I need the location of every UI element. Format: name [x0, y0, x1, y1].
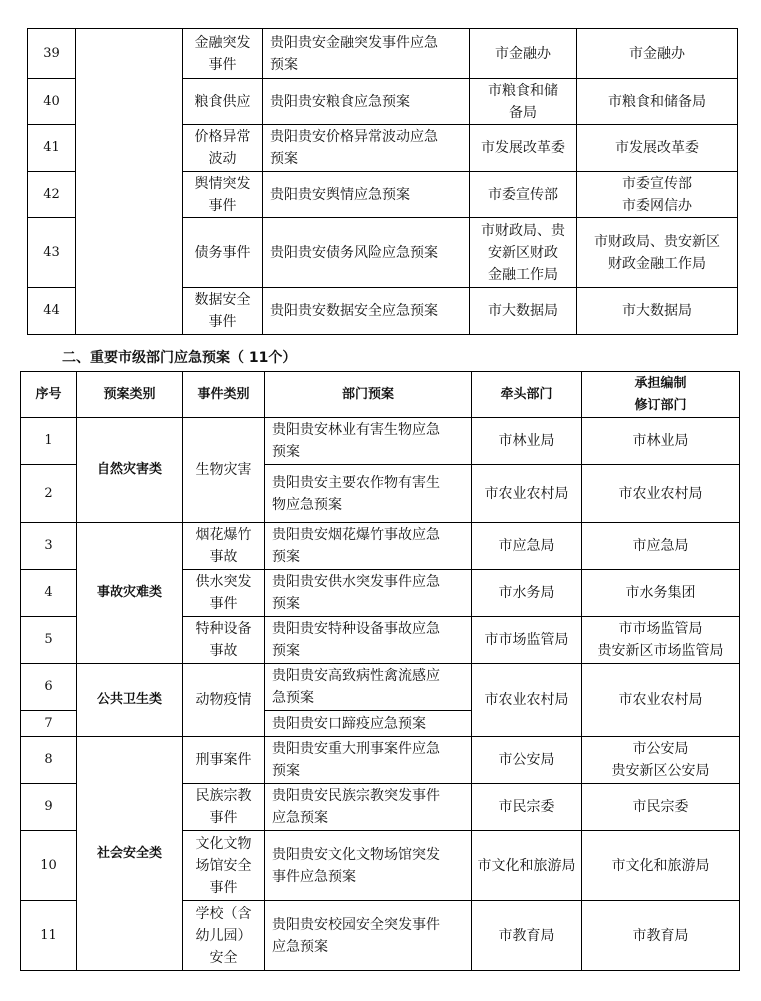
editor-department: 市林业局 — [582, 418, 740, 465]
plan-name: 贵阳贵安舆情应急预案 — [263, 172, 470, 218]
lead-department: 市农业农村局 — [472, 465, 582, 523]
event-type: 动物疫情 — [183, 664, 265, 737]
row-number: 41 — [28, 125, 76, 172]
row-number: 3 — [21, 523, 77, 570]
plan-name: 贵阳贵安数据安全应急预案 — [263, 288, 470, 335]
editor-department: 市委宣传部 市委网信办 — [577, 172, 738, 218]
plan-name: 贵阳贵安文化文物场馆突发 事件应急预案 — [265, 831, 472, 901]
lead-department: 市财政局、贵 安新区财政 金融工作局 — [470, 218, 577, 288]
plan-name: 贵阳贵安特种设备事故应急 预案 — [265, 617, 472, 664]
row-number: 9 — [21, 784, 77, 831]
lead-department: 市林业局 — [472, 418, 582, 465]
plan-name: 贵阳贵安金融突发事件应急 预案 — [263, 29, 470, 79]
row-number: 39 — [28, 29, 76, 79]
row-number: 1 — [21, 418, 77, 465]
plan-name: 贵阳贵安供水突发事件应急 预案 — [265, 570, 472, 617]
header-lead: 牵头部门 — [472, 372, 582, 418]
lead-department: 市水务局 — [472, 570, 582, 617]
table-header-row — [21, 372, 740, 418]
plan-name: 贵阳贵安价格异常波动应急 预案 — [263, 125, 470, 172]
table-row — [21, 418, 740, 465]
editor-department: 市大数据局 — [577, 288, 738, 335]
editor-department: 市民宗委 — [582, 784, 740, 831]
header-number: 序号 — [21, 372, 77, 418]
plan-name: 贵阳贵安校园安全突发事件 应急预案 — [265, 901, 472, 971]
lead-department: 市教育局 — [472, 901, 582, 971]
lead-department: 市应急局 — [472, 523, 582, 570]
event-type: 数据安全 事件 — [183, 288, 263, 335]
editor-department: 市水务集团 — [582, 570, 740, 617]
editor-department: 市文化和旅游局 — [582, 831, 740, 901]
event-type: 金融突发 事件 — [183, 29, 263, 79]
lead-department: 市发展改革委 — [470, 125, 577, 172]
plan-name: 贵阳贵安粮食应急预案 — [263, 79, 470, 125]
lead-department: 市金融办 — [470, 29, 577, 79]
event-type: 粮食供应 — [183, 79, 263, 125]
event-type: 舆情突发 事件 — [183, 172, 263, 218]
row-number: 44 — [28, 288, 76, 335]
row-number: 6 — [21, 664, 77, 711]
event-type: 价格异常 波动 — [183, 125, 263, 172]
row-number: 10 — [21, 831, 77, 901]
plan-name: 贵阳贵安林业有害生物应急 预案 — [265, 418, 472, 465]
row-number: 4 — [21, 570, 77, 617]
plan-name: 贵阳贵安民族宗教突发事件 应急预案 — [265, 784, 472, 831]
lead-department: 市粮食和储 备局 — [470, 79, 577, 125]
category-social: 社会安全类 — [77, 737, 183, 971]
row-number: 7 — [21, 711, 77, 737]
table-continued — [27, 28, 738, 335]
table-row — [28, 29, 738, 79]
event-type: 生物灾害 — [183, 418, 265, 523]
header-event: 事件类别 — [183, 372, 265, 418]
event-type: 文化文物 场馆安全 事件 — [183, 831, 265, 901]
editor-department: 市农业农村局 — [582, 664, 740, 737]
section-heading: 二、重要市级部门应急预案（ 11个） — [62, 350, 297, 366]
lead-department: 市委宣传部 — [470, 172, 577, 218]
plan-name: 贵阳贵安高致病性禽流感应 急预案 — [265, 664, 472, 711]
editor-department: 市农业农村局 — [582, 465, 740, 523]
row-number: 40 — [28, 79, 76, 125]
lead-department: 市民宗委 — [472, 784, 582, 831]
event-type: 刑事案件 — [183, 737, 265, 784]
row-number: 8 — [21, 737, 77, 784]
editor-department: 市应急局 — [582, 523, 740, 570]
event-type: 民族宗教 事件 — [183, 784, 265, 831]
header-editor: 承担编制 修订部门 — [582, 372, 740, 418]
editor-department: 市粮食和储备局 — [577, 79, 738, 125]
editor-department: 市公安局 贵安新区公安局 — [582, 737, 740, 784]
plan-name: 贵阳贵安口蹄疫应急预案 — [265, 711, 472, 737]
editor-department: 市教育局 — [582, 901, 740, 971]
header-category: 预案类别 — [77, 372, 183, 418]
plan-name: 贵阳贵安债务风险应急预案 — [263, 218, 470, 288]
row-number: 11 — [21, 901, 77, 971]
lead-department: 市农业农村局 — [472, 664, 582, 737]
department-plans-table — [20, 371, 740, 971]
event-type: 供水突发 事件 — [183, 570, 265, 617]
category-cell-empty — [76, 29, 183, 335]
editor-department: 市金融办 — [577, 29, 738, 79]
editor-department: 市发展改革委 — [577, 125, 738, 172]
event-type: 特种设备 事故 — [183, 617, 265, 664]
row-number: 5 — [21, 617, 77, 664]
header-plan: 部门预案 — [265, 372, 472, 418]
category-accident: 事故灾难类 — [77, 523, 183, 664]
row-number: 42 — [28, 172, 76, 218]
row-number: 2 — [21, 465, 77, 523]
lead-department: 市大数据局 — [470, 288, 577, 335]
plan-name: 贵阳贵安重大刑事案件应急 预案 — [265, 737, 472, 784]
category-natural: 自然灾害类 — [77, 418, 183, 523]
editor-department: 市财政局、贵安新区 财政金融工作局 — [577, 218, 738, 288]
editor-department: 市市场监管局 贵安新区市场监管局 — [582, 617, 740, 664]
lead-department: 市文化和旅游局 — [472, 831, 582, 901]
lead-department: 市市场监管局 — [472, 617, 582, 664]
plan-name: 贵阳贵安烟花爆竹事故应急 预案 — [265, 523, 472, 570]
table-row — [21, 664, 740, 711]
plan-name: 贵阳贵安主要农作物有害生 物应急预案 — [265, 465, 472, 523]
lead-department: 市公安局 — [472, 737, 582, 784]
row-number: 43 — [28, 218, 76, 288]
category-health: 公共卫生类 — [77, 664, 183, 737]
event-type: 债务事件 — [183, 218, 263, 288]
table-row — [21, 523, 740, 570]
table-row — [21, 737, 740, 784]
event-type: 烟花爆竹 事故 — [183, 523, 265, 570]
event-type: 学校（含 幼儿园） 安全 — [183, 901, 265, 971]
